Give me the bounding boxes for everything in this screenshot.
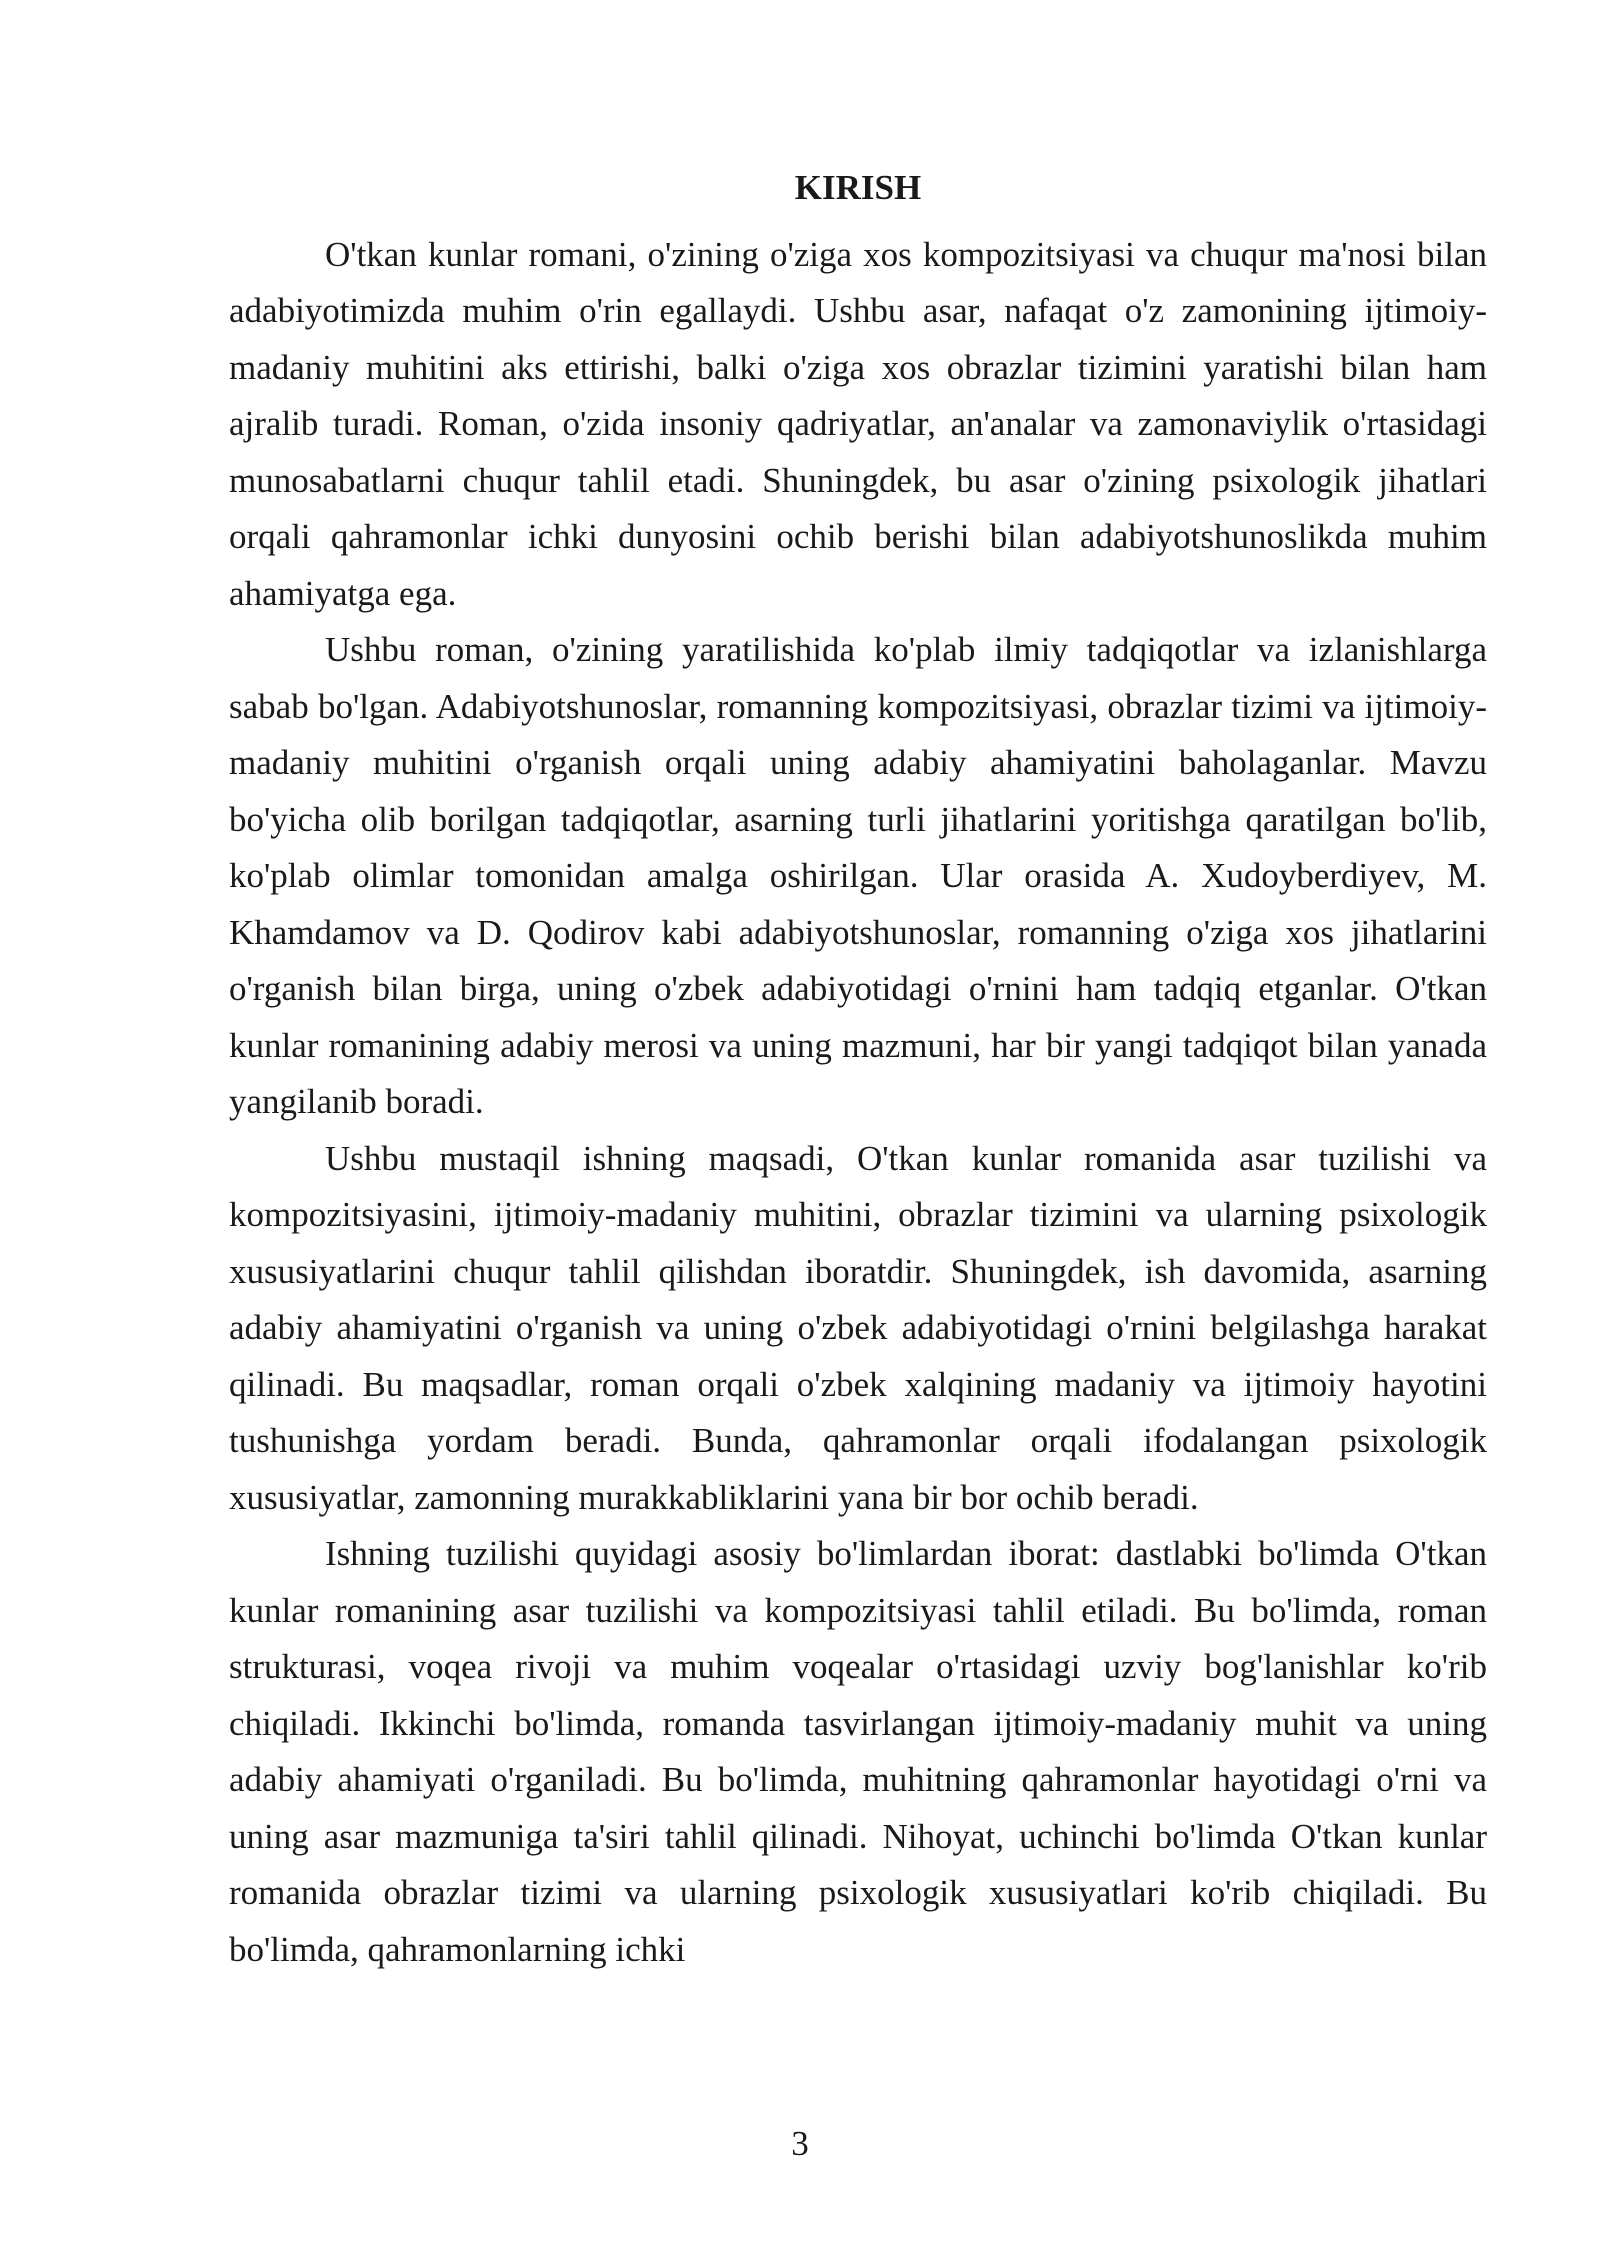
paragraph-3: Ushbu mustaqil ishning maqsadi, O'tkan kunlar romanida asar tuzilishi va kompozitsiyasini, ijtimoiy-madaniy muhitini, obrazlar tizimini va ularning psixologik xususiyatlarini chuqur tahlil qilishdan iboratdir. Shuningdek, ish davomida, asarning adabiy ahamiyatini o'rganish va uning o'zbek adabiyotidagi o'rnini belgilashga harakat qilinadi. Bu maqsadlar, roman orqali o'zbek xalqining madaniy va ijtimoiy hayotini tushunishga yordam beradi. Bunda, qahramonlar orqali ifodalangan psixologik xususiyatlar, zamonning murakkabliklarini yana bir bor ochib beradi. [229, 1138, 1487, 1517]
paragraph-2: Ushbu roman, o'zining yaratilishida ko'plab ilmiy tadqiqotlar va izlanishlarga sabab bo'lgan. Adabiyotshunoslar, romanning kompozitsiyasi, obrazlar tizimi va ijtimoiy-madaniy muhitini o'rganish orqali uning adabiy ahamiyatini baholaganlar. Mavzu bo'yicha olib borilgan tadqiqotlar, asarning turli jihatlarini yoritishga qaratilgan bo'lib, ko'plab olimlar tomonidan amalga oshirilgan. Ular orasida A. Xudoyberdiyev, M. Khamdamov va D. Qodirov kabi adabiyotshunoslar, romanning o'ziga xos jihatlarini o'rganish bilan birga, uning o'zbek adabiyotidagi o'rnini ham tadqiq etganlar. O'tkan kunlar romanining adabiy merosi va uning mazmuni, har bir yangi tadqiqot bilan yanada yangilanib boradi. [229, 630, 1487, 1121]
paragraph-1: O'tkan kunlar romani, o'zining o'ziga xos kompozitsiyasi va chuqur ma'nosi bilan adabiyotimizda muhim o'rin egallaydi. Ushbu asar, nafaqat o'z zamonining ijtimoiy-madaniy muhitini aks ettirishi, balki o'ziga xos obrazlar tizimini yaratishi bilan ham ajralib turadi. Roman, o'zida insoniy qadriyatlar, an'analar va zamonaviylik o'rtasidagi munosabatlarni chuqur tahlil etadi. Shuningdek, bu asar o'zining psixologik jihatlari orqali qahramonlar ichki dunyosini ochib berishi bilan adabiyotshunoslikda muhim ahamiyatga ega. [229, 234, 1487, 613]
page-content [229, 160, 1487, 1978]
section-title: KIRISH [794, 168, 922, 207]
paragraph-4: Ishning tuzilishi quyidagi asosiy bo'limlardan iborat: dastlabki bo'limda O'tkan kunlar romanining asar tuzilishi va kompozitsiyasi tahlil etiladi. Bu bo'limda, roman strukturasi, voqea rivoji va muhim voqealar o'rtasidagi uzviy bog'lanishlar ko'rib chiqiladi. Ikkinchi bo'limda, romanda tasvirlangan ijtimoiy-madaniy muhit va uning adabiy ahamiyati o'rganiladi. Bu bo'limda, muhitning qahramonlar hayotidagi o'rni va uning asar mazmuniga ta'siri tahlil qilinadi. Nihoyat, uchinchi bo'limda O'tkan kunlar romanida obrazlar tizimi va ularning psixologik xususiyatlari ko'rib chiqiladi. Bu bo'limda, qahramonlarning ichki [229, 1534, 1487, 1969]
page-number: 3 [791, 2124, 809, 2163]
